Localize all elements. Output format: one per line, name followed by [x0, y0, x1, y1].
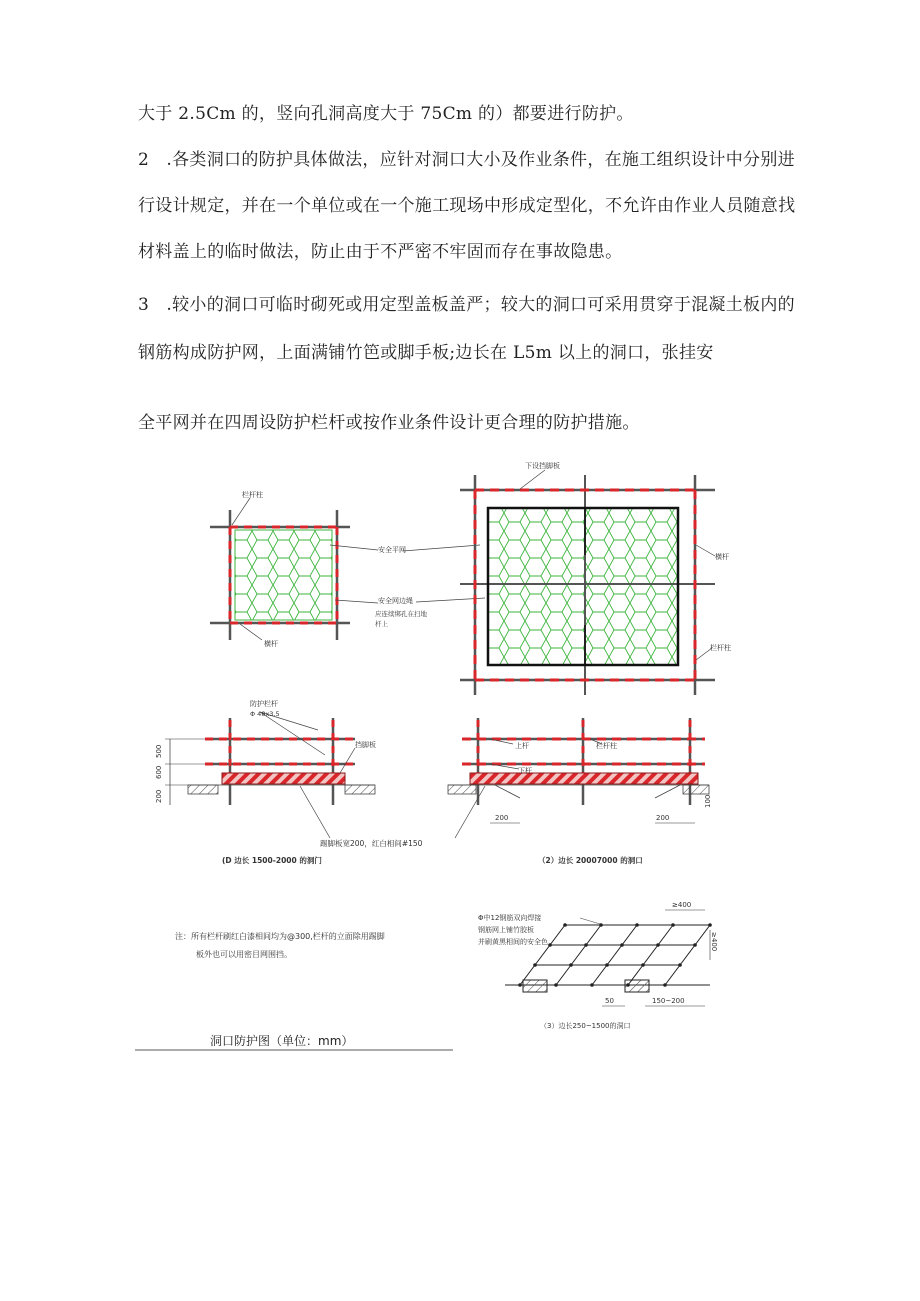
paragraph-line-7: 全平网并在四周设防护栏杆或按作业条件设计更合理的防护措施。 [138, 413, 640, 433]
label-net-edge-note2: 杆上 [375, 620, 388, 628]
paragraph-line-2: 2 .各类洞口的防护具体做法，应针对洞口大小及作业条件，在施工组织设计中分别进 [138, 150, 795, 170]
dim-100: 100 [704, 794, 712, 808]
dim-600: 600 [155, 765, 163, 779]
caption-2: （2）边长 20007000 的洞口 [538, 856, 643, 865]
label-rail-spec: Φ 48x3.5 [250, 710, 280, 718]
label-toe-note: 踢脚板宽200，红白相间#150 [320, 839, 423, 848]
label-post-left: 栏杆柱 [242, 491, 263, 499]
caption-1: (D 边长 1500-2000 的洞门 [222, 856, 322, 865]
label-ledger-right: 横杆 [715, 553, 729, 561]
paragraph-line-5: 3 .较小的洞口可临时砌死或用定型盖板盖严；较大的洞口可采用贯穿于混凝土板内的 [138, 295, 795, 315]
mesh-diagram [505, 910, 712, 1006]
label-rail: 防护栏杆 [250, 700, 278, 708]
mesh-dim-50: 50 [605, 997, 614, 1005]
dim-200-a: 200 [495, 814, 509, 822]
paragraph-line-1: 大于 2.5Cm 的，竖向孔洞高度大于 75Cm 的）都要进行防护。 [138, 104, 634, 124]
label-lower-rail: 下杆 [518, 767, 532, 775]
elevation-left [165, 712, 375, 805]
dim-200-left: 200 [155, 789, 163, 803]
dim-500: 500 [155, 744, 163, 758]
dim-200-b: 200 [656, 814, 670, 822]
label-safety-net: 安全平网 [378, 546, 406, 554]
mesh-label-3: 并刷黄黑相间的安全色 [478, 938, 548, 946]
mesh-dim-150: 150~200 [652, 997, 685, 1005]
plan-left [210, 498, 378, 640]
note-line-2: 板外也可以用密目网围挡。 [196, 950, 292, 959]
paragraph-line-6: 钢筋构成防护网，上面满铺竹笆或脚手板;边长在 L5m 以上的洞口，张挂安 [138, 343, 714, 363]
mesh-dim-top: ≥400 [672, 901, 692, 909]
label-upper-rail: 上杆 [515, 742, 529, 750]
mesh-label-2: 钢筋网上铺竹胶板 [478, 926, 534, 934]
label-toe-board: 挡脚板 [355, 741, 376, 749]
mesh-caption: （3）边长250~1500的洞口 [540, 1022, 631, 1030]
label-post-elev-right: 栏杆柱 [596, 742, 617, 750]
plan-right [460, 470, 715, 695]
label-ledger-left: 横杆 [264, 640, 278, 648]
figure-title: 洞口防护图（单位：mm） [210, 1034, 354, 1048]
label-net-edge: 安全网边绳 [378, 597, 413, 605]
label-post-right: 栏杆柱 [710, 644, 731, 652]
mesh-dim-side: ≥400 [710, 932, 718, 952]
label-net-edge-note1: 应连续绑孔在扫地 [375, 610, 427, 618]
paragraph-line-4: 材料盖上的临时做法，防止由于不严密不牢固而存在事故隐患。 [138, 242, 623, 262]
mesh-label-1: Φ中12钢筋双向焊接 [478, 914, 542, 922]
label-toe-board-top: 下设挡脚板 [525, 462, 560, 470]
note-line-1: 注：所有栏杆刷红白漆相间均为@300,栏杆的立面除用踢脚 [175, 932, 385, 941]
elevation-right [448, 718, 709, 823]
paragraph-line-3: 行设计规定，并在一个单位或在一个施工现场中形成定型化，不允许由作业人员随意找 [138, 196, 796, 216]
